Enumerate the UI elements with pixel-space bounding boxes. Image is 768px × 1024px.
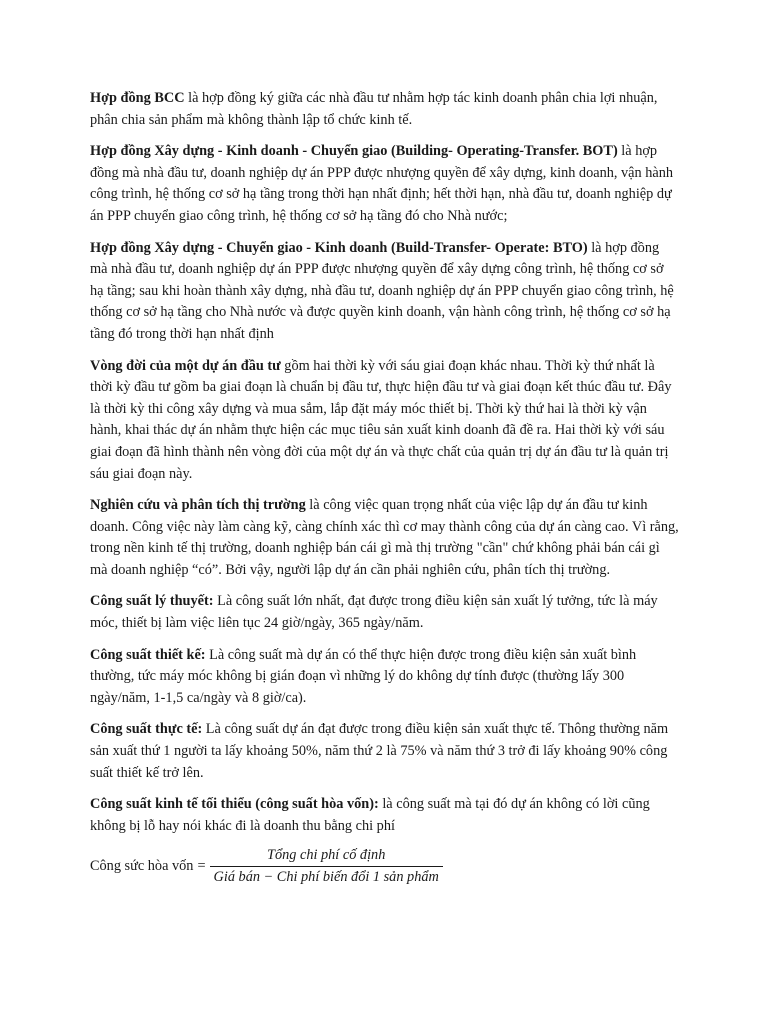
term-market-research: Nghiên cứu và phân tích thị trường <box>90 497 306 514</box>
definition-bot: là hợp đồng mà nhà đầu tư, doanh nghiệp dự án PPP được nhượng quyền để xây dựng, kinh doanh, vận hành công trình, hệ thống cơ sở hạ tầng trong thời hạn nhất định; hết thời hạn, nhà đầu tư, doanh nghiệp dự án PPP chuyển giao công trình, hệ thống cơ sở hạ tầng đó cho Nhà nước; <box>90 143 674 224</box>
formula-equals-sign: = <box>197 858 206 875</box>
definition-project-lifecycle: gồm hai thời kỳ với sáu giai đoạn khác nhau. Thời kỳ thứ nhất là thời kỳ đầu tư gồm ba giai đoạn là chuẩn bị đầu tư, thực hiện đầu tư và giai đoạn kết thúc đầu tư. Đây là thời kỳ thi công xây dựng và mua sắm, lắp đặt máy móc thiết bị. Thời kỳ thứ hai là thời kỳ vận hành, khai thác dự án nhằm thực hiện các mục tiêu sản xuất kinh doanh đã đề ra. Hai thời kỳ với sáu giai đoạn đã hình thành nên vòng đời của một dự án và thực chất của quản trị dự án đầu tư là quản trị sáu giai đoạn này. <box>90 357 672 482</box>
formula-lhs: Công sức hòa vốn <box>90 858 194 875</box>
term-theoretical-capacity: Công suất lý thuyết: <box>90 593 214 610</box>
term-bcc: Hợp đồng BCC <box>90 90 185 106</box>
definition-bcc: là hợp đồng ký giữa các nhà đầu tư nhằm hợp tác kinh doanh phân chia lợi nhuận, phân chia sản phẩm mà không thành lập tổ chức kinh tế. <box>90 90 658 128</box>
definition-theoretical-capacity: Là công suất lớn nhất, đạt được trong điều kiện sản xuất lý tưởng, tức là máy móc, thiết bị làm việc liên tục 24 giờ/ngày, 365 ngày/năm. <box>90 593 658 632</box>
paragraph-bto <box>90 238 680 346</box>
definition-design-capacity: Là công suất mà dự án có thể thực hiện được trong điều kiện sản xuất bình thường, tức máy móc không bị gián đoạn vì những lý do không dự tính được (thường lấy 300 ngày/năm, 1-1,5 ca/ngày và 8 giờ/ca). <box>90 646 637 706</box>
paragraph-bcc <box>90 88 680 131</box>
paragraph-market-research <box>90 495 680 581</box>
paragraph-break-even-capacity <box>90 794 680 837</box>
definition-actual-capacity: Là công suất dự án đạt được trong điều kiện sản xuất thực tế. Thông thường năm sản xuất thứ 1 người ta lấy khoảng 50%, năm thứ 2 là 75% và năm thứ 3 trở đi lấy khoảng 90% công suất thiết kế trở lên. <box>90 721 669 781</box>
break-even-formula <box>90 847 680 886</box>
term-design-capacity: Công suất thiết kế: <box>90 646 206 663</box>
definition-market-research: là công việc quan trọng nhất của việc lập dự án đầu tư kinh doanh. Công việc này làm càng kỹ, càng chính xác thì cơ may thành công của dự án càng cao. Vì rằng, trong nền kinh tế thị trường, doanh nghiệp bán cái gì mà thị trường "cần" chứ không phải bán cái gì mà doanh nghiệp “có”. Bởi vậy, người lập dự án cần phải nghiên cứu, phân tích thị trường. <box>90 497 679 578</box>
term-project-lifecycle: Vòng đời của một dự án đầu tư <box>90 357 281 374</box>
term-actual-capacity: Công suất thực tế: <box>90 721 203 738</box>
formula-denominator: Giá bán − Chi phí biến đổi 1 sản phẩm <box>213 869 439 886</box>
definition-break-even-capacity: là công suất mà tại đó dự án không có lời cũng không bị lỗ hay nói khác đi là doanh thu bằng chi phí <box>90 796 650 834</box>
term-bot: Hợp đồng Xây dựng - Kinh doanh - Chuyển giao (Building- Operating-Transfer. BOT) <box>90 143 618 160</box>
paragraph-design-capacity <box>90 645 680 710</box>
term-break-even-capacity: Công suất kinh tế tối thiểu (công suất hòa vốn): <box>90 796 379 813</box>
paragraph-theoretical-capacity <box>90 591 680 634</box>
paragraph-project-lifecycle <box>90 356 680 486</box>
definition-bto: là hợp đồng mà nhà đầu tư, doanh nghiệp dự án PPP được nhượng quyền để xây dựng công trình, hệ thống cơ sở hạ tầng; sau khi hoàn thành xây dựng, nhà đầu tư, doanh nghiệp dự án PPP chuyển giao công trình, hệ thống cơ sở hạ tầng cho Nhà nước và được quyền kinh doanh, vận hành công trình, hệ thống cơ sở hạ tầng đó trong thời hạn nhất định <box>90 239 674 342</box>
paragraph-bot <box>90 141 680 227</box>
term-bto: Hợp đồng Xây dựng - Chuyển giao - Kinh doanh (Build-Transfer- Operate: BTO) <box>90 239 588 256</box>
paragraph-actual-capacity <box>90 719 680 784</box>
formula-fraction <box>210 847 443 886</box>
formula-numerator: Tổng chi phí cố định <box>210 847 443 867</box>
